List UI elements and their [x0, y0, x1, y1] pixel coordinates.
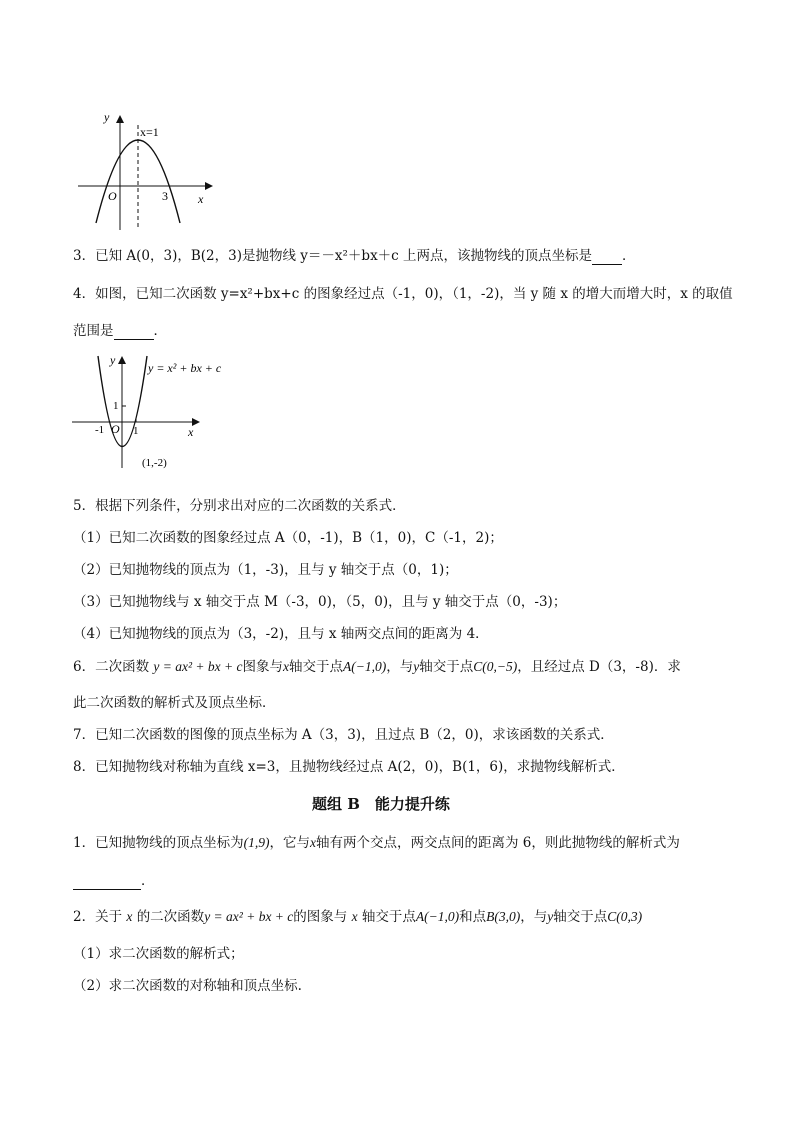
problem-4-line-1: 4．如图，已知二次函数 y=x²+bx+c 的图象经过点（-1，0)，（1，-2)，当 y 随 x 的增大而增大时，x 的取值	[73, 286, 733, 302]
figure-1-axis-label: x=1	[140, 125, 159, 139]
figure-1-origin-label: O	[108, 189, 117, 203]
figure-2-y-label: y	[110, 353, 116, 367]
b2-equation: y = ax² + bx + c	[204, 909, 294, 924]
figure-2-tick-1y: 1	[113, 400, 119, 412]
problem-b2-item-1: （1）求二次函数的解析式；	[73, 946, 244, 962]
answer-blank-b1[interactable]	[73, 873, 141, 890]
problem-3: 3．已知 A(0，3)，B(2，3)是抛物线 y＝－x²＋bx＋c 上两点，该抛物线的顶点坐标是 ．	[73, 248, 636, 264]
answer-blank-p3[interactable]	[592, 248, 622, 265]
problem-4-line-2: 范围是 ．	[73, 323, 167, 339]
figure-parabola-2	[68, 350, 248, 475]
section-b-title: 题组 B 能力提升练	[312, 795, 450, 813]
figure-1-tick-3: 3	[162, 189, 168, 203]
problem-5-title: 5．根据下列条件，分别求出对应的二次函数的关系式．	[73, 498, 406, 514]
figure-1-svg	[70, 105, 220, 235]
figure-2-equation: y = x² + bx + c	[148, 361, 222, 375]
problem-6-line-1: 6．二次函数 y = ax² + bx + c图象与x轴交于点A(−1,0)，与y轴交于点C(0,−5)，且经过点 D（3，-8)．求	[73, 659, 681, 675]
figure-2-tick-1x: 1	[133, 425, 139, 437]
figure-2-tick-neg1: -1	[95, 424, 105, 436]
p6-point-c: C(0,−5)	[473, 659, 518, 674]
b2-point-b: B(3,0)	[486, 909, 521, 924]
figure-parabola-1	[70, 105, 220, 235]
problem-b2-item-2: （2）求二次函数的对称轴和顶点坐标.	[73, 978, 302, 994]
b2-point-a: A(−1,0)	[415, 909, 460, 924]
problem-5-item-2: （2）已知抛物线的顶点为（1，-3)，且与 y 轴交于点（0，1)；	[73, 562, 458, 578]
figure-2-point-label: (1,-2)	[142, 457, 167, 469]
problem-8: 8．已知抛物线对称轴为直线 x=3，且抛物线经过点 A(2，0)，B(1，6)，求抛物线解析式．	[73, 759, 625, 775]
problem-5-item-1: （1）已知二次函数的图象经过点 A（0，-1)，B（1，0)，C（-1，2)；	[73, 530, 503, 546]
answer-blank-p4[interactable]	[114, 323, 154, 340]
b2-point-c: C(0,3)	[607, 909, 643, 924]
p6-equation: y = ax² + bx + c	[153, 659, 243, 674]
problem-5-item-4: （4）已知抛物线的顶点为（3，-2)，且与 x 轴两交点间的距离为 4．	[73, 626, 489, 642]
problem-7: 7．已知二次函数的图像的顶点坐标为 A（3，3)，且过点 B（2，0)，求该函数的关系式．	[73, 727, 614, 743]
problem-6-line-2: 此二次函数的解析式及顶点坐标．	[73, 695, 276, 711]
problem-b1-line-1: 1．已知抛物线的顶点坐标为(1,9)，它与x轴有两个交点，两交点间的距离为 6，则此抛物线的解析式为	[73, 835, 680, 851]
b1-vertex: (1,9)	[243, 835, 270, 850]
problem-b2-line-1: 2．关于 x 的二次函数y = ax² + bx + c的图象与 x 轴交于点A(−1,0)和点B(3,0)，与y轴交于点C(0,3)	[73, 909, 643, 925]
figure-1-y-label: y	[104, 110, 110, 124]
p6-point-a: A(−1,0)	[343, 659, 387, 674]
figure-2-svg	[68, 350, 248, 475]
figure-1-x-arrow	[205, 182, 213, 190]
figure-2-origin-label: O	[111, 422, 120, 436]
figure-2-x-label: x	[188, 425, 194, 439]
figure-1-y-arrow	[116, 115, 124, 123]
figure-1-x-label: x	[198, 192, 204, 206]
problem-b1-line-2: ．	[73, 873, 155, 890]
problem-5-item-3: （3）已知抛物线与 x 轴交于点 M（-3，0)，（5，0)，且与 y 轴交于点（0，-3)；	[73, 594, 567, 610]
figure-2-y-arrow	[118, 356, 126, 364]
